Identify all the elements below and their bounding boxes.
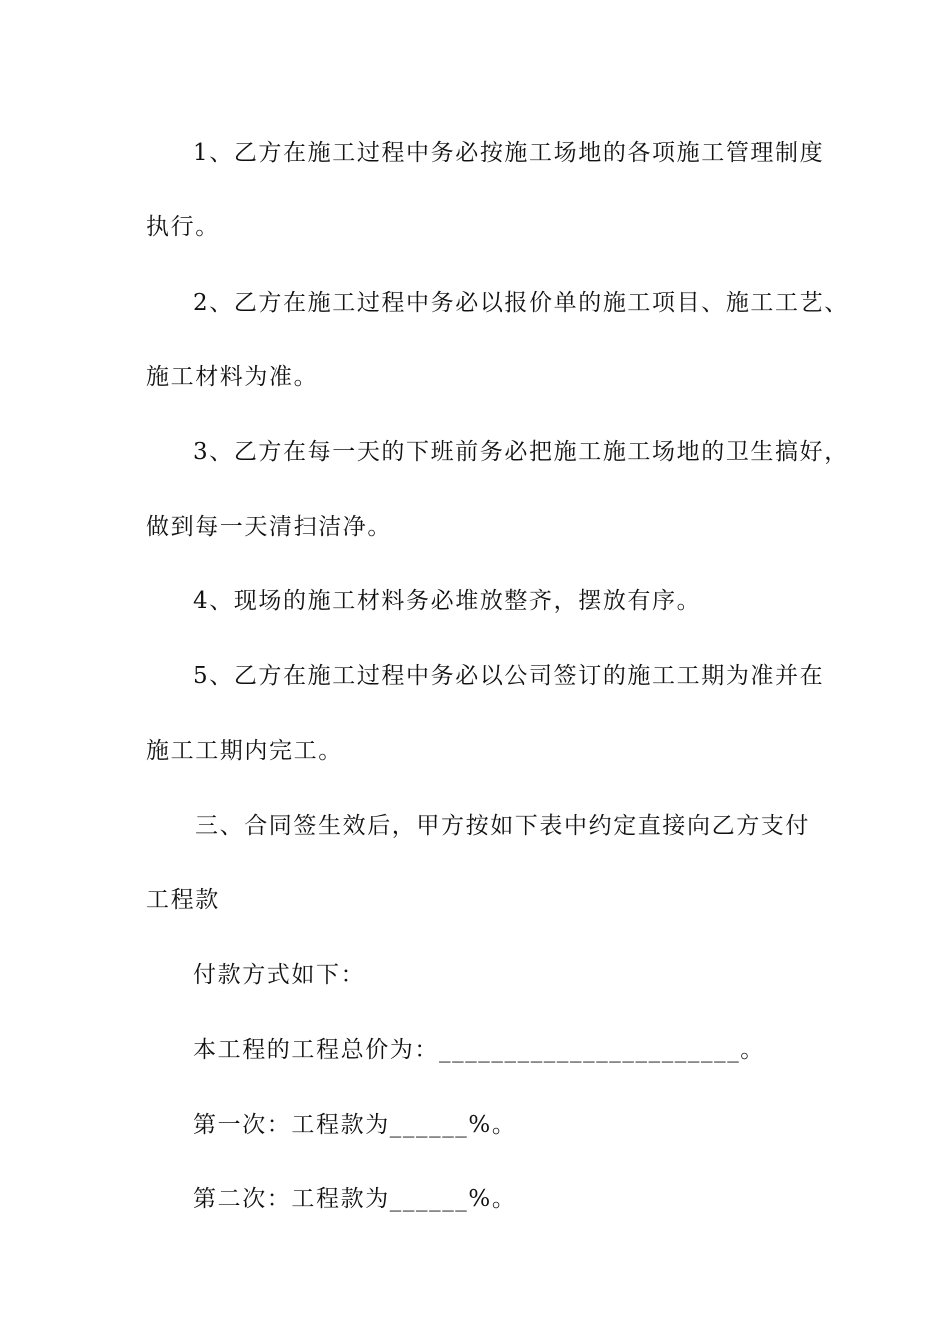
clause-5-line-1: 5、乙方在施工过程中务必以公司签订的施工工期为准并在 (193, 663, 825, 689)
clause-2-line-1: 2、乙方在施工过程中务必以报价单的施工项目、施工工艺、 (193, 290, 849, 316)
clause-1-line-1: 1、乙方在施工过程中务必按施工场地的各项施工管理制度 (193, 140, 825, 166)
clause-5-line-2: 施工工期内完工。 (146, 738, 343, 764)
section-3-line-1: 三、合同签生效后，甲方按如下表中约定直接向乙方支付 (195, 813, 810, 839)
section-3-line-2: 工程款 (146, 887, 220, 913)
clause-3-line-1: 3、乙方在每一天的下班前务必把施工施工场地的卫生搞好， (193, 439, 849, 465)
clause-3-line-2: 做到每一天清扫洁净。 (146, 514, 392, 540)
payment-method-heading: 付款方式如下： (193, 962, 366, 988)
clause-1-line-2: 执行。 (146, 214, 220, 240)
first-payment-line: 第一次：工程款为______%。 (193, 1112, 517, 1138)
second-payment-line: 第二次：工程款为______%。 (193, 1186, 517, 1212)
clause-4-line-1: 4、现场的施工材料务必堆放整齐，摆放有序。 (193, 588, 702, 614)
clause-2-line-2: 施工材料为准。 (146, 364, 319, 390)
total-price-line: 本工程的工程总价为：_______________________。 (193, 1037, 765, 1063)
